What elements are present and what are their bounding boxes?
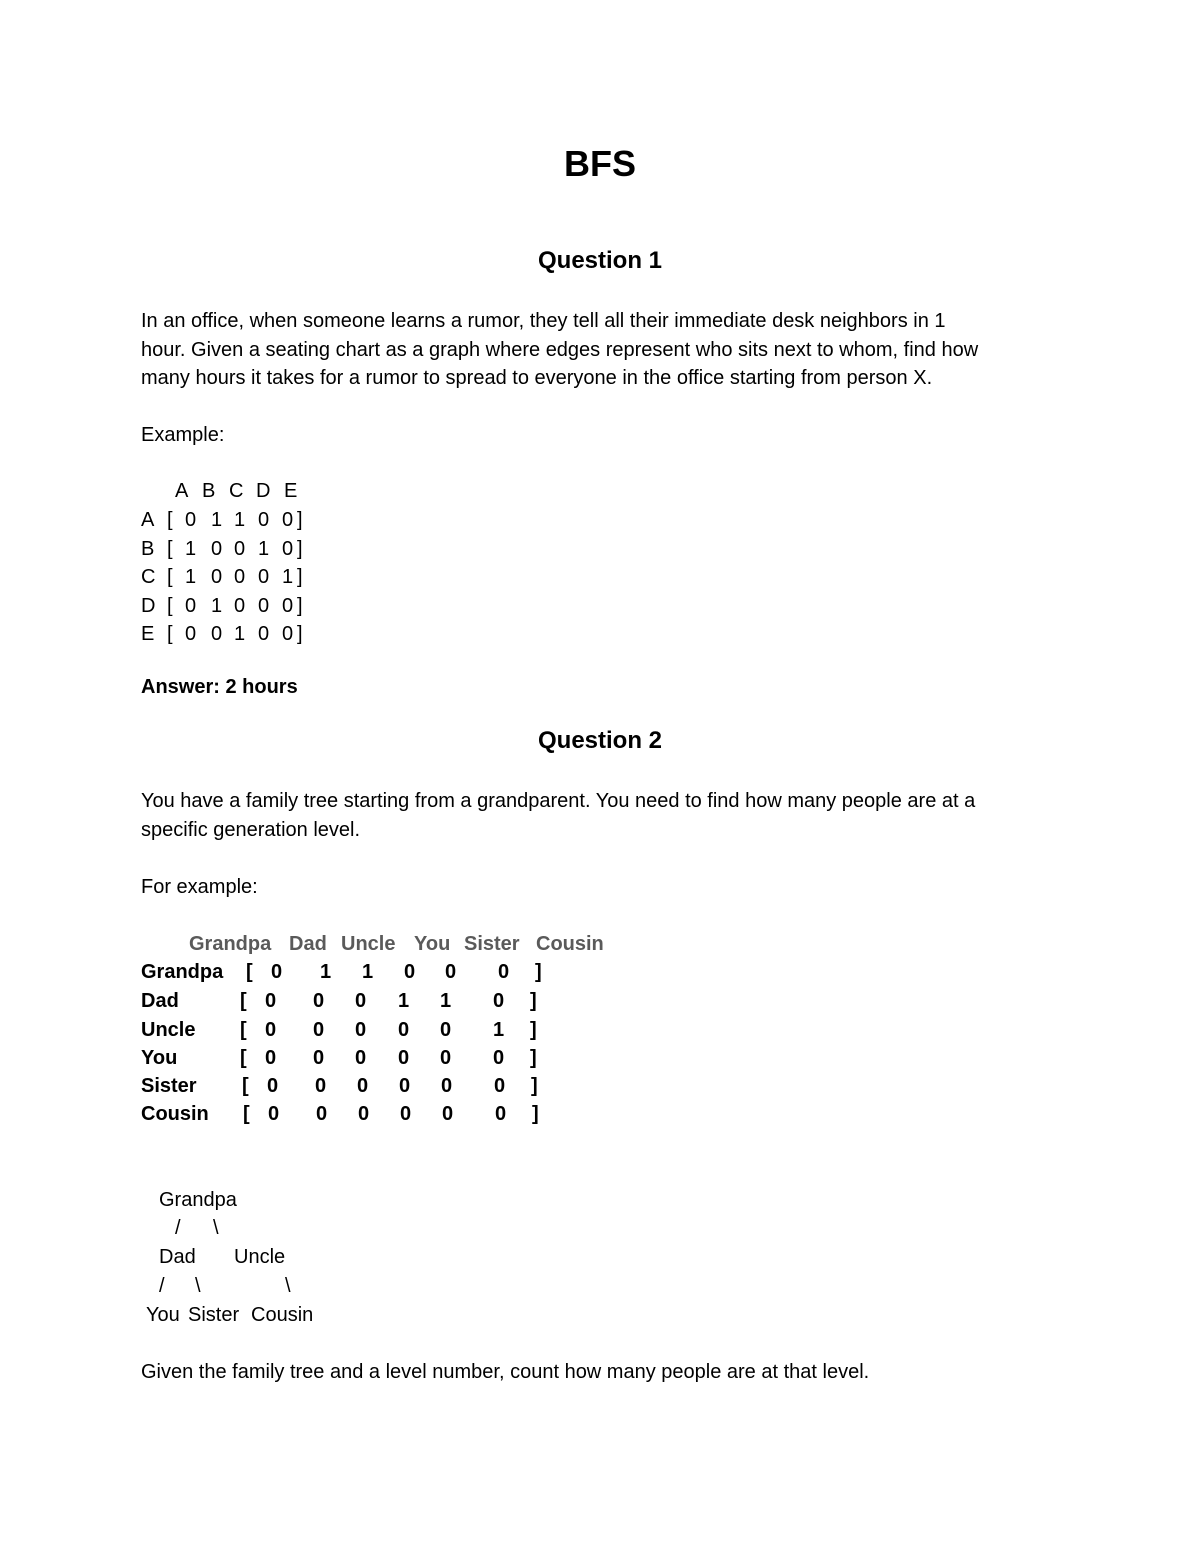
q1-col-header: D — [256, 480, 271, 502]
q2-row-label: Uncle — [141, 1019, 196, 1041]
q1-matrix-cell: 0 — [258, 595, 270, 617]
q2-col-header: Cousin — [536, 933, 604, 955]
tree-edge-backslash: \ — [285, 1275, 291, 1297]
tree-edge-backslash: \ — [213, 1217, 219, 1239]
q2-row-close-bracket: ] — [530, 1047, 537, 1069]
q1-row-label: D — [141, 595, 156, 617]
q2-row-label: You — [141, 1047, 178, 1069]
q2-matrix-cell: 0 — [313, 1047, 325, 1069]
q2-matrix-cell: 0 — [498, 961, 510, 983]
q1-row-label: C — [141, 566, 156, 588]
q2-matrix-cell: 1 — [440, 990, 452, 1012]
q2-example-label: For example: — [141, 876, 258, 898]
tree-node-grandpa: Grandpa — [159, 1189, 237, 1211]
q1-matrix-cell: 0 — [282, 595, 294, 617]
question-2-heading: Question 2 — [537, 727, 663, 754]
document-title: BFS — [564, 143, 636, 184]
q2-row-open-bracket: [ — [240, 1019, 247, 1041]
q2-row-label: Sister — [141, 1075, 197, 1097]
q2-matrix-cell: 0 — [355, 1019, 367, 1041]
q2-matrix-cell: 0 — [398, 1019, 410, 1041]
q2-col-header: Uncle — [341, 933, 396, 955]
q2-matrix-cell: 0 — [493, 990, 505, 1012]
q1-row-open-bracket: [ — [167, 538, 173, 560]
q2-row-open-bracket: [ — [243, 1103, 250, 1125]
q2-row-close-bracket: ] — [535, 961, 542, 983]
tree-edge-slash: / — [175, 1217, 181, 1239]
q1-row-close-bracket: ] — [297, 595, 303, 617]
q2-matrix-cell: 0 — [441, 1075, 453, 1097]
q2-row-close-bracket: ] — [530, 990, 537, 1012]
q1-matrix-cell: 0 — [185, 623, 197, 645]
tree-edge-slash: / — [159, 1275, 165, 1297]
q1-paragraph-line-1: In an office, when someone learns a rumor, they tell all their immediate desk neighbors in 1 — [141, 310, 946, 332]
q1-row-close-bracket: ] — [297, 538, 303, 560]
q2-row-label: Cousin — [141, 1103, 209, 1125]
q2-matrix-cell: 1 — [362, 961, 374, 983]
q1-matrix-cell: 0 — [234, 538, 246, 560]
q2-row-close-bracket: ] — [531, 1075, 538, 1097]
q1-row-open-bracket: [ — [167, 566, 173, 588]
q2-matrix-cell: 0 — [271, 961, 283, 983]
q1-row-close-bracket: ] — [297, 623, 303, 645]
q1-matrix-cell: 1 — [234, 509, 246, 531]
q2-matrix-cell: 0 — [355, 990, 367, 1012]
q1-matrix-cell: 1 — [211, 595, 223, 617]
q1-row-label: A — [141, 509, 155, 531]
q1-row-close-bracket: ] — [297, 566, 303, 588]
q2-matrix-cell: 0 — [265, 990, 277, 1012]
q2-matrix-cell: 0 — [442, 1103, 454, 1125]
q2-col-header: Sister — [464, 933, 520, 955]
q2-row-close-bracket: ] — [530, 1019, 537, 1041]
q2-row-label: Dad — [141, 990, 179, 1012]
q1-answer: Answer: 2 hours — [141, 676, 298, 698]
q1-paragraph-line-3: many hours it takes for a rumor to spread to everyone in the office starting from person X. — [141, 367, 933, 389]
q2-matrix-cell: 0 — [399, 1075, 411, 1097]
q2-matrix-cell: 0 — [440, 1019, 452, 1041]
q2-matrix-cell: 0 — [267, 1075, 279, 1097]
q2-matrix-cell: 0 — [440, 1047, 452, 1069]
q2-row-open-bracket: [ — [242, 1075, 249, 1097]
q1-matrix-cell: 1 — [185, 538, 197, 560]
tree-edge-backslash: \ — [195, 1275, 201, 1297]
tree-node-you: You — [146, 1304, 180, 1326]
q1-row-open-bracket: [ — [167, 623, 173, 645]
q1-row-label: E — [141, 623, 155, 645]
q2-matrix-cell: 1 — [493, 1019, 505, 1041]
q2-matrix-cell: 1 — [320, 961, 332, 983]
q2-matrix-cell: 0 — [495, 1103, 507, 1125]
q2-matrix-cell: 0 — [357, 1075, 369, 1097]
q1-matrix-cell: 0 — [258, 566, 270, 588]
q2-matrix-cell: 0 — [316, 1103, 328, 1125]
q2-paragraph-line-1: You have a family tree starting from a grandparent. You need to find how many people are at a — [141, 790, 976, 812]
q2-matrix-cell: 0 — [493, 1047, 505, 1069]
q2-matrix-cell: 0 — [265, 1019, 277, 1041]
q1-matrix-cell: 0 — [258, 623, 270, 645]
q2-matrix-cell: 0 — [313, 990, 325, 1012]
q2-matrix-cell: 0 — [265, 1047, 277, 1069]
q2-row-open-bracket: [ — [240, 1047, 247, 1069]
q2-matrix-cell: 0 — [315, 1075, 327, 1097]
question-1-heading: Question 1 — [537, 247, 663, 274]
q1-row-label: B — [141, 538, 155, 560]
q1-row-open-bracket: [ — [167, 595, 173, 617]
q2-matrix-cell: 0 — [404, 961, 416, 983]
q1-col-header: A — [175, 480, 189, 502]
q1-matrix-cell: 0 — [211, 566, 223, 588]
q1-example-label: Example: — [141, 424, 225, 446]
q2-col-header: Grandpa — [189, 933, 272, 955]
q1-matrix-cell: 0 — [211, 538, 223, 560]
q1-matrix-cell: 1 — [234, 623, 246, 645]
q2-matrix-cell: 0 — [313, 1019, 325, 1041]
q1-matrix-cell: 1 — [211, 509, 223, 531]
tree-node-uncle: Uncle — [234, 1246, 286, 1268]
q1-matrix-cell: 1 — [282, 566, 294, 588]
q2-matrix-cell: 0 — [494, 1075, 506, 1097]
q2-matrix-cell: 0 — [398, 1047, 410, 1069]
q1-matrix-cell: 0 — [185, 509, 197, 531]
q2-matrix-cell: 1 — [398, 990, 410, 1012]
q1-row-close-bracket: ] — [297, 509, 303, 531]
q1-matrix-cell: 0 — [282, 509, 294, 531]
q1-matrix-cell: 0 — [258, 509, 270, 531]
q2-row-close-bracket: ] — [532, 1103, 539, 1125]
q1-row-open-bracket: [ — [167, 509, 173, 531]
q2-matrix-cell: 0 — [358, 1103, 370, 1125]
tree-node-dad: Dad — [159, 1246, 196, 1268]
q2-row-label: Grandpa — [141, 961, 224, 983]
q2-col-header: Dad — [289, 933, 327, 955]
q1-matrix-cell: 1 — [185, 566, 197, 588]
q1-matrix-cell: 0 — [282, 623, 294, 645]
q1-matrix-cell: 0 — [282, 538, 294, 560]
q1-matrix-cell: 0 — [234, 595, 246, 617]
tree-node-cousin: Cousin — [251, 1304, 314, 1326]
q2-matrix-cell: 0 — [355, 1047, 367, 1069]
q2-matrix-cell: 0 — [400, 1103, 412, 1125]
q1-matrix-cell: 0 — [234, 566, 246, 588]
q1-matrix-cell: 0 — [185, 595, 197, 617]
q1-paragraph-line-2: hour. Given a seating chart as a graph where edges represent who sits next to whom, find how — [141, 339, 979, 361]
q2-col-header: You — [414, 933, 451, 955]
q1-matrix-cell: 1 — [258, 538, 270, 560]
tree-node-sister: Sister — [188, 1304, 240, 1326]
q2-closing-line: Given the family tree and a level number, count how many people are at that level. — [141, 1361, 870, 1383]
q2-matrix-cell: 0 — [268, 1103, 280, 1125]
q1-matrix-cell: 0 — [211, 623, 223, 645]
q2-row-open-bracket: [ — [246, 961, 253, 983]
q1-col-header: E — [284, 480, 298, 502]
q2-paragraph-line-2: specific generation level. — [141, 819, 361, 841]
q1-col-header: C — [229, 480, 244, 502]
q2-row-open-bracket: [ — [240, 990, 247, 1012]
q1-col-header: B — [202, 480, 216, 502]
q2-matrix-cell: 0 — [445, 961, 457, 983]
